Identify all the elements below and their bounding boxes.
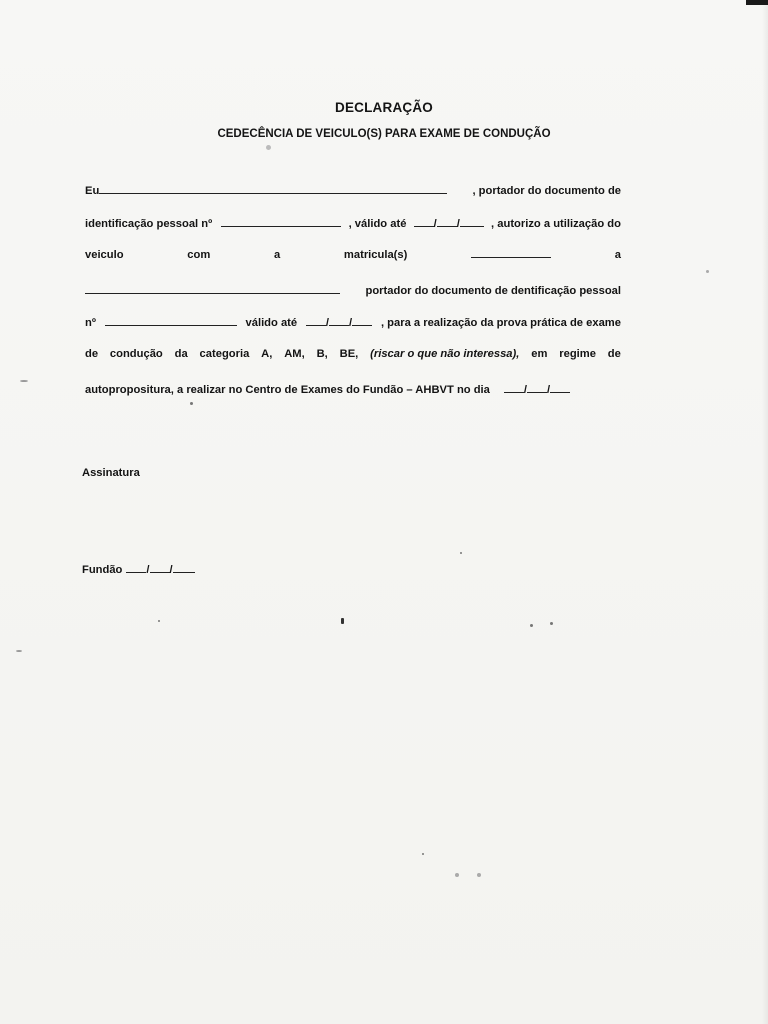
label-valido-ate-2: válido até xyxy=(245,317,298,329)
label-valido-ate: , válido até xyxy=(348,218,407,230)
word: de xyxy=(85,348,99,360)
word-a: a xyxy=(273,249,281,261)
label-identificacao: identificação pessoal nº xyxy=(85,218,213,230)
scan-speck xyxy=(550,622,553,625)
label-eu: Eu xyxy=(85,185,100,197)
text-autopropositura: autopropositura, a realizar no Centro de Exames do Fundão – AHBVT no dia xyxy=(85,384,490,396)
document-subtitle: CEDECÊNCIA DE VEICULO(S) PARA EXAME DE CONDUÇÃO xyxy=(217,128,551,140)
category-b: B, xyxy=(316,348,328,360)
riscar-note: (riscar o que não interessa), xyxy=(370,348,520,360)
scan-speck xyxy=(16,650,22,652)
id-number-field[interactable] xyxy=(221,216,341,227)
word: de xyxy=(607,348,621,360)
scan-corner-mark xyxy=(746,0,768,5)
label-n: nº xyxy=(85,317,96,329)
declaration-line-2 xyxy=(85,216,621,230)
exam-date-field[interactable]: / / xyxy=(504,382,570,396)
scan-speck xyxy=(266,145,271,150)
category-be: BE, xyxy=(339,348,359,360)
declaration-line-1 xyxy=(85,183,621,197)
word: regime xyxy=(559,348,596,360)
scan-speck xyxy=(190,402,193,405)
label-veiculo: veiculo xyxy=(85,249,124,261)
owner-validity-date-field[interactable]: / / xyxy=(306,315,372,329)
scan-speck xyxy=(422,853,424,855)
category-am: AM, xyxy=(284,348,305,360)
scan-speck xyxy=(341,618,344,624)
matricula-field[interactable] xyxy=(471,247,551,258)
declaration-line-7 xyxy=(85,382,595,396)
text-portador-documento: , portador do documento de xyxy=(472,185,621,197)
declaration-line-5 xyxy=(85,315,621,329)
owner-name-field[interactable] xyxy=(85,283,340,294)
word: em xyxy=(531,348,548,360)
text-autorizo: , autorizo a utilização do xyxy=(491,218,621,230)
scan-speck xyxy=(158,620,160,622)
validity-date-field[interactable]: / / xyxy=(414,216,484,230)
owner-id-number-field[interactable] xyxy=(105,315,237,326)
signing-date-field[interactable]: / / xyxy=(126,562,194,576)
scan-speck xyxy=(477,873,481,877)
scan-speck xyxy=(20,380,28,382)
scan-edge-shadow xyxy=(762,0,768,1024)
scan-speck xyxy=(530,624,533,627)
word-com: com xyxy=(187,249,211,261)
category-a: A, xyxy=(261,348,273,360)
word: da xyxy=(174,348,188,360)
name-field[interactable] xyxy=(99,183,447,194)
declaration-line-6 xyxy=(85,348,621,360)
place-date-line xyxy=(82,562,195,576)
signature-label: Assinatura xyxy=(82,467,140,479)
scan-speck xyxy=(460,552,462,554)
declaration-line-3 xyxy=(85,247,621,261)
declaration-line-4 xyxy=(85,283,621,297)
word: condução xyxy=(109,348,163,360)
word: categoria xyxy=(199,348,250,360)
scan-speck xyxy=(455,873,459,877)
document-title: DECLARAÇÃO xyxy=(335,100,433,115)
word-a-end: a xyxy=(614,249,621,261)
text-prova-pratica: , para a realização da prova prática de exame xyxy=(380,317,621,329)
place-label: Fundão xyxy=(82,564,123,576)
label-matricula: matricula(s) xyxy=(343,249,408,261)
scan-speck xyxy=(706,270,709,273)
text-portador-identificacao: portador do documento de dentificação pessoal xyxy=(365,285,621,297)
